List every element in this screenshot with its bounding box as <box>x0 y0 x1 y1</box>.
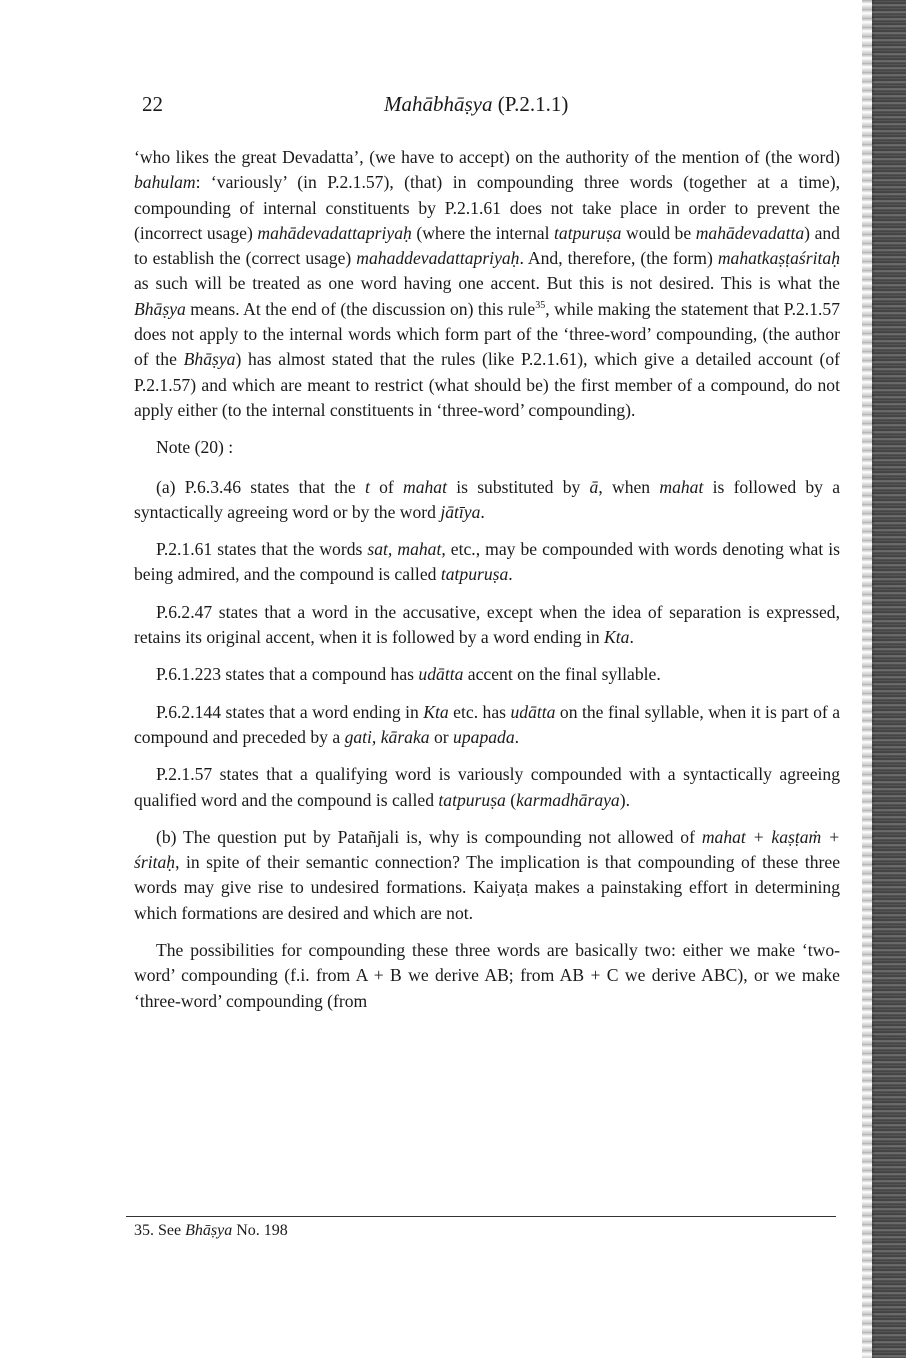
page-number: 22 <box>142 92 163 116</box>
running-title: Mahābhāṣya (P.2.1.1) <box>384 92 569 116</box>
note-paragraph-p6247: P.6.2.47 states that a word in the accusative, except when the idea of separation is expressed, retains its original accent, when it is followed by a word ending in Kta. <box>134 601 840 648</box>
note-paragraph-p61223: P.6.1.223 states that a compound has udātta accent on the final syllable. <box>156 664 661 685</box>
footnote-divider <box>126 1216 836 1217</box>
note-paragraph-a: (a) P.6.3.46 states that the t of mahat is substituted by ā, when mahat is followed by a syntactically agreeing word or by the word jātīya. <box>134 476 841 522</box>
page-body <box>134 145 840 1026</box>
footnote: 35. See Bhāṣya No. 198 <box>134 1222 288 1239</box>
paragraph-continued: ‘who likes the great Devadatta’, (we have to accept) on the authority of the mention of (the word) bahulam: ‘variously’ (in P.2.1.57), (that) in compounding three words (together at a time), compounding of internal constituents by P.2.1.61 does not take place in order to prevent the (incorrect usage) mahādevadattapriyaḥ (where the internal tatpuruṣa would be mahādevadatta) and to establish the (correct usage) mahaddevadattapriyaḥ. And, therefore, (the form) mahatkaṣṭaśritaḥ as such will be treated as one word having one accent. But this is not desired. This is what the Bhāṣya means. At the end of (the discussion on) this rule$^{35}$, while making the statement that P.2.1.57 does not apply to the internal words which form part of the ‘three-word’ compounding, (the author of the Bhāṣya) has almost stated that the rules (like P.2.1.61), which give a detailed account (of P.2.1.57) and which are meant to restrict (what should be) the first member of a compound, do not apply either (to the internal constituents in ‘three-word’ compounding). <box>134 147 840 420</box>
note-paragraph-p2157: P.2.1.57 states that a qualifying word is variously compounded with a syntactically agreeing qualified word and the compound is called tatpuruṣa (karmadhāraya). <box>134 764 840 810</box>
note-paragraph-possibilities: The possibilities for compounding these three words are basically two: either we make ‘two-word’ compounding (f.i. from A + B we derive AB; from AB + C we derive ABC), or we make ‘three-word’ compounding (from <box>134 940 840 1011</box>
running-header <box>140 92 840 126</box>
note-paragraph-p62144: P.6.2.144 states that a word ending in Kta etc. has udātta on the final syllable, when it is part of a compound and preceded by a gati, kāraka or upapada. <box>134 701 841 747</box>
footnote-marker: 35 <box>535 299 546 311</box>
page-edge-shadow <box>872 0 906 1358</box>
note-paragraph-b: (b) The question put by Patañjali is, why is compounding not allowed of mahat + kaṣṭaṁ + śritaḥ, in spite of their semantic connection? The implication is that compounding of these three words may give rise to undesired formations. Kaiyaṭa makes a painstaking effort in determining which formations are desired and which are not. <box>134 826 840 923</box>
note-paragraph-p2161: P.2.1.61 states that the words sat, mahat, etc., may be compounded with words denoting what is being admired, and the compound is called tatpuruṣa. <box>134 539 840 585</box>
note-heading: Note (20) : <box>156 437 234 458</box>
